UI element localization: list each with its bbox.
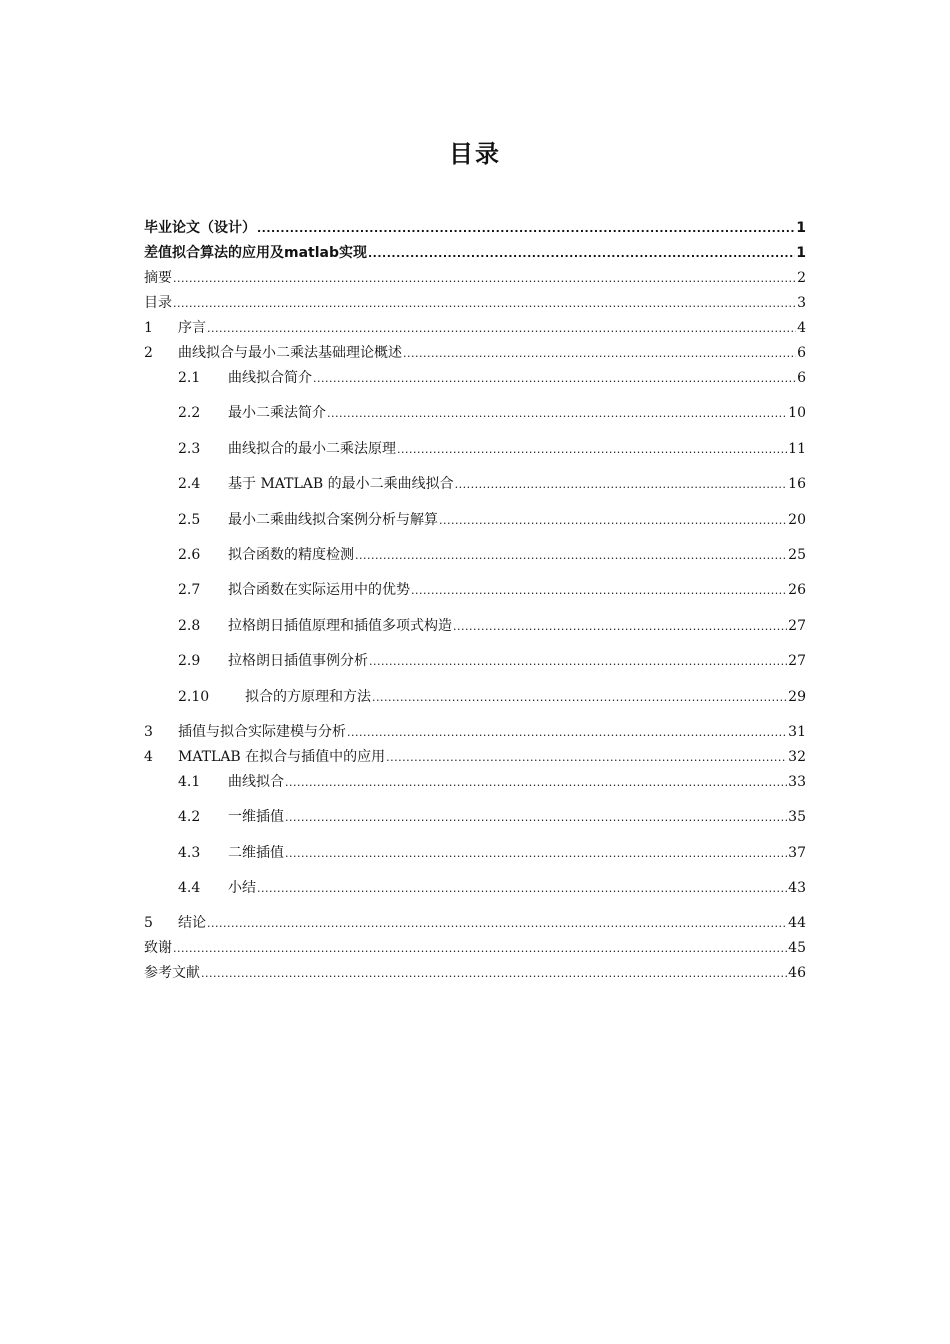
toc-dot-leader [285,841,787,866]
toc-entry-label: 曲线拟合与最小二乘法基础理论概述 [178,345,402,361]
toc-dot-leader [285,770,787,795]
table-of-contents [144,216,806,986]
toc-entry-page: 31 [788,723,806,740]
toc-subentry[interactable] [144,876,806,911]
toc-entry-page: 32 [788,748,806,765]
toc-dot-leader [453,614,787,639]
toc-entry-label: 结论 [178,915,206,932]
toc-dot-leader [411,578,787,603]
toc-entry-page: 25 [788,546,806,563]
toc-entry-page: 45 [788,940,806,957]
toc-dot-leader [201,961,787,986]
toc-subentry[interactable] [144,437,806,472]
toc-dot-leader [173,266,796,291]
toc-entry-label: 拟合函数的精度检测 [228,546,354,563]
toc-entry-page: 10 [788,405,806,422]
toc-entry-page: 43 [788,880,806,897]
toc-entry-number: 2.6 [178,546,201,563]
toc-entry-label: 目录 [144,295,172,311]
toc-entry-number: 4.1 [178,773,201,790]
toc-dot-leader [257,876,787,901]
toc-entry-label: 拉格朗日插值原理和插值多项式构造 [228,617,452,634]
toc-entry[interactable] [144,745,806,770]
toc-dot-leader [347,720,787,745]
toc-entry-page: 1 [796,245,806,261]
toc-entry-page: 26 [788,582,806,599]
toc-subentry[interactable] [144,770,806,805]
toc-entry-label: 基于 MATLAB 的最小二乘曲线拟合 [228,476,454,493]
toc-entry[interactable] [144,936,806,961]
toc-entry-page: 46 [788,965,806,982]
toc-dot-leader [439,508,787,533]
toc-entry-page: 27 [788,653,806,670]
toc-entry-number: 2.5 [178,511,201,528]
toc-subentry[interactable] [144,685,806,720]
toc-dot-leader [403,341,796,366]
toc-entry-number: 2.4 [178,476,201,493]
toc-entry-page: 4 [797,320,806,336]
toc-subentry[interactable] [144,543,806,578]
toc-entry-page: 11 [788,440,806,457]
toc-entry[interactable] [144,316,806,341]
toc-entry-page: 1 [796,220,806,236]
toc-entry-label: 毕业论文（设计） [144,220,256,236]
toc-dot-leader [368,241,795,266]
toc-entry-page: 29 [788,688,806,705]
toc-subentry[interactable] [144,366,806,401]
toc-entry-label: MATLAB 在拟合与插值中的应用 [178,748,386,765]
toc-dot-leader [173,291,796,316]
toc-entry-page: 37 [788,844,806,861]
toc-entry-label: 二维插值 [228,844,284,861]
toc-entry-page: 44 [788,915,806,932]
toc-entry[interactable] [144,961,806,986]
toc-entry-number: 2 [144,345,153,361]
toc-entry-label: 差值拟合算法的应用及matlab实现 [144,245,367,261]
toc-subentry[interactable] [144,805,806,840]
toc-entry-page: 20 [788,511,806,528]
toc-entry-number: 2.2 [178,405,201,422]
toc-subentry[interactable] [144,508,806,543]
toc-entry-page: 2 [797,270,806,286]
toc-entry[interactable] [144,911,806,936]
toc-entry-number: 4.3 [178,844,201,861]
toc-subentry[interactable] [144,614,806,649]
toc-dot-leader [207,911,787,936]
toc-entry-page: 3 [797,295,806,311]
toc-entry[interactable] [144,216,806,241]
toc-entry-number: 5 [144,915,153,932]
toc-entry[interactable] [144,720,806,745]
toc-entry-page: 35 [788,809,806,826]
toc-subentry[interactable] [144,841,806,876]
toc-dot-leader [173,936,787,961]
toc-entry-label: 致谢 [144,940,172,957]
page-title: 目录 [449,140,501,168]
toc-entry-label: 参考文献 [144,965,200,982]
toc-entry-number: 4.4 [178,880,201,897]
toc-entry-label: 插值与拟合实际建模与分析 [178,723,346,740]
toc-entry-page: 33 [788,773,806,790]
toc-entry-label: 最小二乘法简介 [228,405,326,422]
toc-entry[interactable] [144,266,806,291]
toc-dot-leader [455,472,788,497]
toc-entry-label: 序言 [178,320,206,336]
toc-dot-leader [369,649,787,674]
toc-entry-number: 2.7 [178,582,201,599]
toc-entry-label: 小结 [228,880,256,897]
toc-entry-page: 6 [797,370,806,386]
toc-entry-page: 27 [788,617,806,634]
toc-entry-page: 6 [797,345,806,361]
toc-entry-label: 摘要 [144,270,172,286]
toc-entry-number: 4 [144,748,153,765]
toc-entry[interactable] [144,341,806,366]
toc-dot-leader [313,366,796,391]
toc-dot-leader [355,543,787,568]
toc-dot-leader [207,316,796,341]
toc-subentry[interactable] [144,578,806,613]
toc-entry-label: 曲线拟合简介 [228,370,312,386]
toc-entry-number: 2.10 [178,688,210,705]
toc-entry-number: 2.3 [178,440,201,457]
toc-entry-label: 曲线拟合的最小二乘法原理 [228,440,396,457]
toc-entry-number: 2.9 [178,653,201,670]
toc-entry-number: 1 [144,320,153,336]
toc-dot-leader [372,685,787,710]
toc-subentry[interactable] [144,472,806,507]
toc-entry-number: 2.8 [178,617,201,634]
toc-entry-number: 2.1 [178,370,201,386]
toc-entry-number: 4.2 [178,809,201,826]
toc-entry-label: 拟合的方原理和方法 [245,688,371,705]
toc-entry-label: 曲线拟合 [228,773,284,790]
toc-dot-leader [257,216,795,241]
toc-entry-page: 16 [788,476,806,493]
toc-dot-leader [285,805,787,830]
toc-entry[interactable] [144,291,806,316]
toc-dot-leader [397,437,787,462]
toc-entry-label: 一维插值 [228,809,284,826]
toc-subentry[interactable] [144,401,806,436]
toc-entry-number: 3 [144,723,153,740]
toc-subentry[interactable] [144,649,806,684]
toc-entry-label: 最小二乘曲线拟合案例分析与解算 [228,511,438,528]
toc-entry[interactable] [144,241,806,266]
toc-entry-label: 拟合函数在实际运用中的优势 [228,582,410,599]
toc-entry-label: 拉格朗日插值事例分析 [228,653,368,670]
toc-dot-leader [386,745,787,770]
toc-dot-leader [327,401,787,426]
